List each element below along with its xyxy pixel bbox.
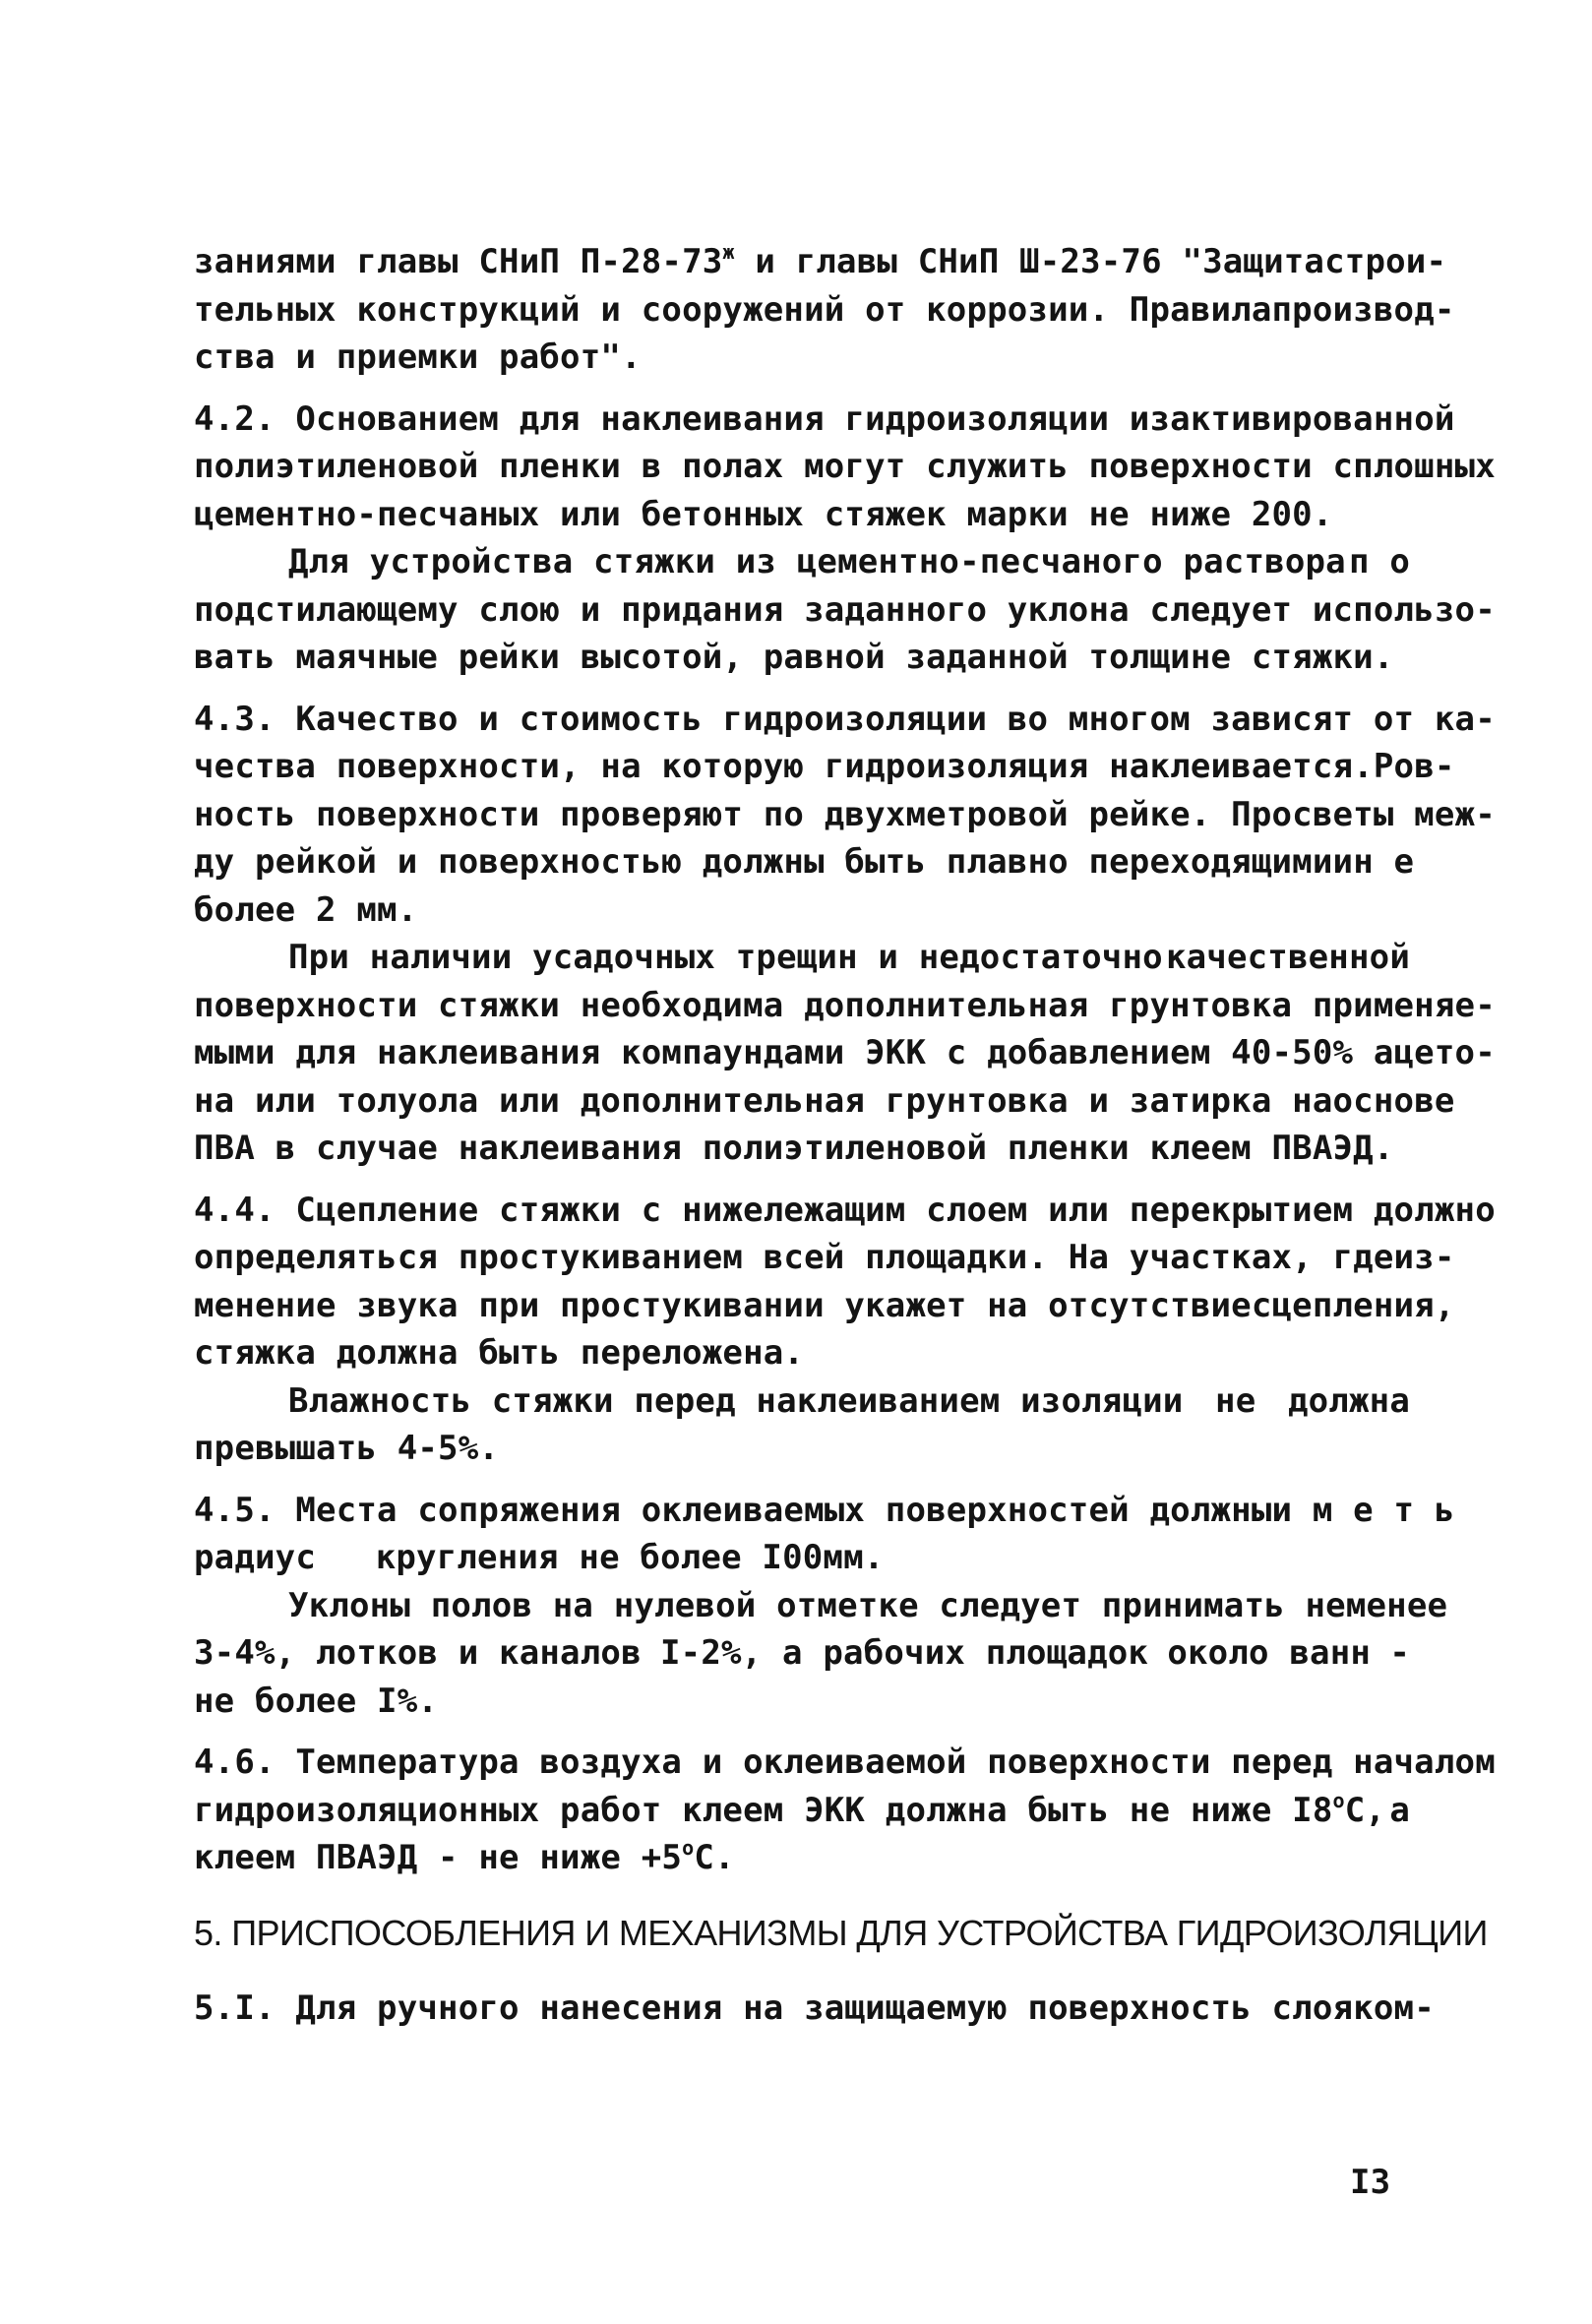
text-fragment: на или толуола или дополнительная грунтовка и затирка на <box>194 1080 1333 1121</box>
text-line: ПВА в случае наклеивания полиэтиленовой пленки клеем ПВАЭД. <box>194 1129 1394 1168</box>
text-line <box>194 538 1410 586</box>
text-fragment: 4.2. Основанием для наклеивания гидроизоляции из <box>194 398 1171 439</box>
text-fragment: менее <box>1345 1585 1448 1625</box>
text-line <box>194 1534 1410 1582</box>
text-line: 4.6. Температура воздуха и оклеиваемой поверхности перед началом <box>194 1743 1496 1782</box>
text-line <box>194 1834 1410 1882</box>
text-line <box>194 1487 1455 1535</box>
text-fragment: кругления не более I00мм. <box>375 1538 885 1577</box>
text-line: 4.4. Сцепление стяжки с нижележащим слоем или перекрытием должно <box>194 1190 1496 1230</box>
text-line <box>194 1985 1435 2033</box>
text-fragment: С, <box>1344 1790 1386 1830</box>
text-line <box>194 286 1455 335</box>
text-fragment: должна <box>1287 1380 1410 1421</box>
text-fragment: качественной <box>1165 938 1410 977</box>
section-heading: 5. ПРИСПОСОБЛЕНИЯ И МЕХАНИЗМЫ ДЛЯ УСТРОЙСТВА ГИДРОИЗОЛЯЦИИ <box>194 1912 1488 1953</box>
text-line: цементно-песчаных или бетонных стяжек марки не ниже 200. <box>194 494 1333 534</box>
text-fragment: из- <box>1393 1238 1455 1277</box>
text-line: более 2 мм. <box>194 889 418 930</box>
text-fragment: I-2%, а рабочих площадок <box>660 1633 1149 1673</box>
text-line <box>194 743 1455 791</box>
text-fragment: сцепления, <box>1251 1285 1455 1325</box>
text-line <box>194 238 1447 286</box>
text-fragment: чества поверхности, на которую гидроизоляция наклеивается. <box>194 747 1374 786</box>
text-line <box>194 1234 1455 1282</box>
text-line <box>194 1377 1410 1426</box>
text-fragment: ду рейкой и поверхностью должны быть плавно переходящими <box>194 842 1333 882</box>
text-fragment: менение звука при простукивании укажет на отсутствие <box>194 1285 1252 1325</box>
text-fragment: п о <box>1348 542 1410 581</box>
text-line: стяжка должна быть переложена. <box>194 1333 805 1373</box>
text-fragment: производ- <box>1271 289 1455 330</box>
text-fragment: При наличии усадочных трещин и недостаточно <box>288 938 1163 977</box>
text-fragment: Ров- <box>1373 747 1455 786</box>
text-fragment: Для устройства стяжки из цементно-песчаного раствора <box>288 542 1346 581</box>
text-line <box>194 396 1455 444</box>
text-fragment: 5.I. Для ручного нанесения на защищаемую поверхность слоя <box>194 1988 1354 2028</box>
text-fragment: тельных конструкций и сооружений от коррозии. Правила <box>194 289 1272 330</box>
text-fragment: и <box>1332 842 1354 882</box>
text-fragment: активированной <box>1170 398 1455 439</box>
text-line: поверхности стяжки необходима дополнительная грунтовка применяе- <box>194 985 1496 1025</box>
text-fragment: не <box>1215 1380 1256 1421</box>
text-fragment: определяться простукиванием всей площадки. На участках, где <box>194 1238 1394 1277</box>
text-fragment: С. <box>694 1838 735 1877</box>
text-fragment: 4.5. Места сопряжения оклеиваемых поверхностей должны <box>194 1490 1272 1530</box>
text-line <box>194 838 1415 887</box>
degree-mark: о <box>1332 1788 1345 1812</box>
text-line <box>194 1282 1455 1330</box>
text-fragment: гидроизоляционных работ клеем ЭКК должна быть не ниже I8 <box>194 1790 1333 1830</box>
text-fragment: а <box>1389 1790 1410 1830</box>
page-body <box>194 238 1496 2033</box>
text-line: ства и приемки работ". <box>194 337 642 377</box>
text-fragment: и главы СНиП Ш-23-76 "Защита <box>734 242 1325 281</box>
text-fragment: заниями главы СНиП П-28-73 <box>194 242 723 281</box>
text-fragment: клеем ПВАЭД - не ниже +5 <box>194 1838 683 1877</box>
text-fragment: н е <box>1353 842 1415 882</box>
text-fragment: - <box>1389 1633 1410 1673</box>
text-fragment: ком- <box>1353 1988 1435 2028</box>
text-fragment: строи- <box>1324 242 1447 281</box>
text-line: превышать 4-5%. <box>194 1429 500 1468</box>
text-line: полиэтиленовой пленки в полах могут служить поверхности сплошных <box>194 447 1496 486</box>
text-fragment: основе <box>1332 1080 1455 1121</box>
text-line <box>194 1582 1448 1630</box>
text-line: ность поверхности проверяют по двухметровой рейке. Просветы меж- <box>194 794 1496 834</box>
page-number: I3 <box>1350 2163 1391 2202</box>
text-fragment: Влажность стяжки перед наклеиванием изоляции <box>288 1380 1184 1421</box>
text-line: 4.3. Качество и стоимость гидроизоляции во многом зависят от ка- <box>194 699 1496 739</box>
text-fragment: Уклоны полов на нулевой отметке следует принимать не <box>288 1585 1346 1625</box>
degree-mark: о <box>682 1836 695 1860</box>
text-line <box>194 1077 1455 1126</box>
superscript-mark: ж <box>722 240 735 264</box>
text-fragment: около ванн <box>1167 1633 1372 1673</box>
text-line: вать маячные рейки высотой, равной заданной толщине стяжки. <box>194 638 1394 677</box>
text-line <box>194 934 1410 982</box>
text-fragment: радиус <box>194 1538 317 1577</box>
text-fragment: и м е т ь <box>1271 1490 1455 1530</box>
text-line: подстилающему слою и придания заданного уклона следует использо- <box>194 589 1496 630</box>
text-line <box>194 1787 1410 1835</box>
text-line: мыми для наклеивания компаундами ЭКК с добавлением 40-50% ацето- <box>194 1033 1496 1072</box>
text-fragment: 3-4%, лотков и каналов <box>194 1633 642 1673</box>
text-line: не более I%. <box>194 1681 439 1721</box>
text-line <box>194 1629 1410 1678</box>
